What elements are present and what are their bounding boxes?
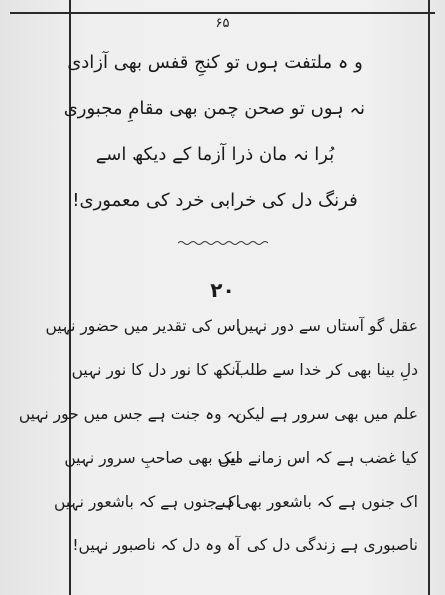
couplet-first-line: کیا غضب ہے کہ اس زمانے میں bbox=[218, 449, 418, 467]
couplet-first-line: علم میں بھی سرور ہے لیکن bbox=[235, 405, 418, 423]
stanza-line: فرنگ دل کی خرابی خرد کی معموری! bbox=[72, 190, 358, 211]
couplet-first-line: ناصبوری ہے زندگی دل کی bbox=[246, 536, 418, 554]
couplet-first-line: اک جنوں ہے کہ باشعور بھی ہے bbox=[214, 493, 418, 511]
stanza-line: بُرا نہ مان ذرا آزما کے دیکھ اسے bbox=[95, 144, 335, 165]
couplet-second-line: آہ وہ دل کہ ناصبور نہیں! bbox=[72, 536, 240, 554]
couplet-first-line: عقل گو آستاں سے دور نہیں bbox=[237, 317, 418, 335]
couplet-row bbox=[64, 449, 418, 473]
poem-number: ۲۰ bbox=[210, 278, 235, 302]
wavy-divider bbox=[178, 238, 268, 248]
couplet-row bbox=[45, 317, 418, 341]
couplet-second-line: آنکھ کا نور دل کا نور نہیں bbox=[71, 361, 240, 379]
couplet-second-line: یہ وہ جنت ہے جس میں حور نہیں bbox=[18, 405, 240, 423]
couplet-second-line: اک جنوں ہے کہ باشعور نہیں bbox=[54, 493, 240, 511]
top-rule bbox=[10, 12, 435, 14]
stanza-line: و ہ ملتفت ہوں تو کنجِ قفس بھی آزادی bbox=[67, 52, 363, 73]
couplet-second-line: اس کی تقدیر میں حضور نہیں bbox=[45, 317, 240, 335]
couplet-first-line: دلِ بینا بھی کر خدا سے طلب bbox=[234, 361, 418, 379]
couplet-row bbox=[18, 405, 418, 429]
stanza-line: نہ ہوں تو صحن چمن بھی مقامِ مجبوری bbox=[63, 98, 365, 119]
couplet-second-line: ایک بھی صاحبِ سرور نہیں bbox=[64, 449, 240, 467]
couplet-row bbox=[54, 493, 418, 517]
page-number: ۶۵ bbox=[215, 16, 230, 31]
couplet-row bbox=[70, 361, 418, 385]
couplet-row bbox=[70, 536, 418, 560]
